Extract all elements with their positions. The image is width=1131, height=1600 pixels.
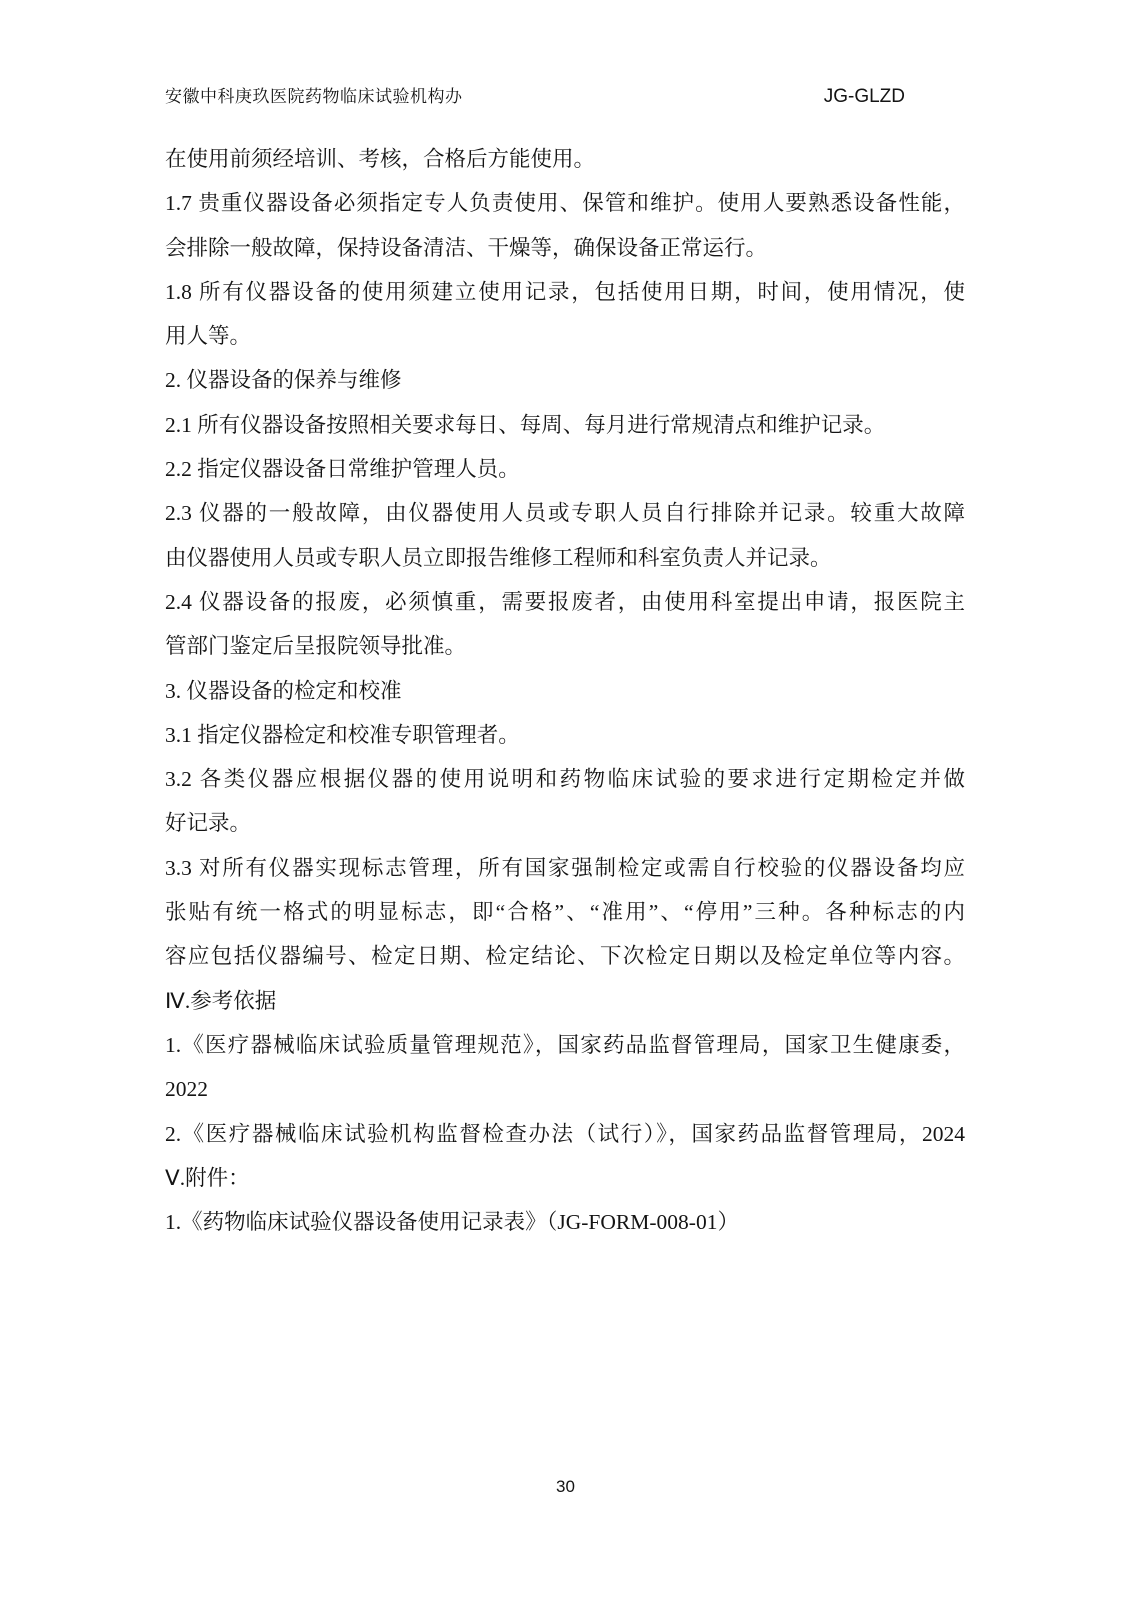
text-line: 2.3 仪器的一般故障，由仪器使用人员或专职人员自行排除并记录。较重大故障 — [165, 501, 965, 526]
text-line: 2.2 指定仪器设备日常维护管理人员。 — [165, 457, 520, 482]
text-line: 1.7 贵重仪器设备必须指定专人负责使用、保管和维护。使用人要熟悉设备性能， — [165, 191, 965, 216]
text-line: 1.《医疗器械临床试验质量管理规范》，国家药品监督管理局，国家卫生健康委， — [165, 1032, 965, 1057]
text-line: 3.1 指定仪器检定和校准专职管理者。 — [165, 722, 520, 747]
text-line: 3.3 对所有仪器实现标志管理，所有国家强制检定或需自行校验的仪器设备均应 — [165, 855, 965, 880]
text-line: 由仪器使用人员或专职人员立即报告维修工程师和科室负责人并记录。 — [165, 545, 832, 570]
header-doc-code: JG-GLZD — [823, 86, 905, 107]
text-line: 管部门鉴定后呈报院领导批准。 — [165, 634, 467, 659]
document-body — [165, 137, 965, 1244]
text-line: 2. 仪器设备的保养与维修 — [165, 368, 402, 393]
text-line: 用人等。 — [165, 324, 252, 349]
text-line: 1.《药物临床试验仪器设备使用记录表》（JG-FORM-008-01） — [165, 1210, 739, 1235]
text-line: 好记录。 — [165, 811, 252, 836]
page-footer — [0, 1477, 1131, 1497]
page-number: 30 — [556, 1477, 575, 1496]
text-line: 2022 — [165, 1077, 208, 1102]
text-line: 3.2 各类仪器应根据仪器的使用说明和药物临床试验的要求进行定期检定并做 — [165, 767, 965, 792]
text-line: 容应包括仪器编号、检定日期、检定结论、下次检定日期以及检定单位等内容。 — [165, 944, 965, 969]
text-line: 2.《医疗器械临床试验机构监督检查办法（试行）》，国家药品监督管理局，2024 — [165, 1121, 965, 1146]
header-institution: 安徽中科庚玖医院药物临床试验机构办 — [165, 87, 463, 106]
text-line: 1.8 所有仪器设备的使用须建立使用记录，包括使用日期，时间，使用情况，使 — [165, 279, 965, 304]
text-line: 张贴有统一格式的明显标志，即“合格”、“准用”、“停用”三种。各种标志的内 — [165, 900, 965, 925]
text-line: 2.1 所有仪器设备按照相关要求每日、每周、每月进行常规清点和维护记录。 — [165, 412, 886, 437]
page-header — [165, 82, 965, 106]
text-line: 在使用前须经培训、考核，合格后方能使用。 — [165, 147, 596, 171]
text-line: 2.4 仪器设备的报废，必须慎重，需要报废者，由使用科室提出申请，报医院主 — [165, 589, 965, 614]
text-line: Ⅴ.附件： — [165, 1165, 250, 1190]
text-line: 会排除一般故障，保持设备清洁、干燥等，确保设备正常运行。 — [165, 235, 768, 260]
text-line: 3. 仪器设备的检定和校准 — [165, 678, 402, 703]
text-line: Ⅳ.参考依据 — [165, 988, 277, 1013]
